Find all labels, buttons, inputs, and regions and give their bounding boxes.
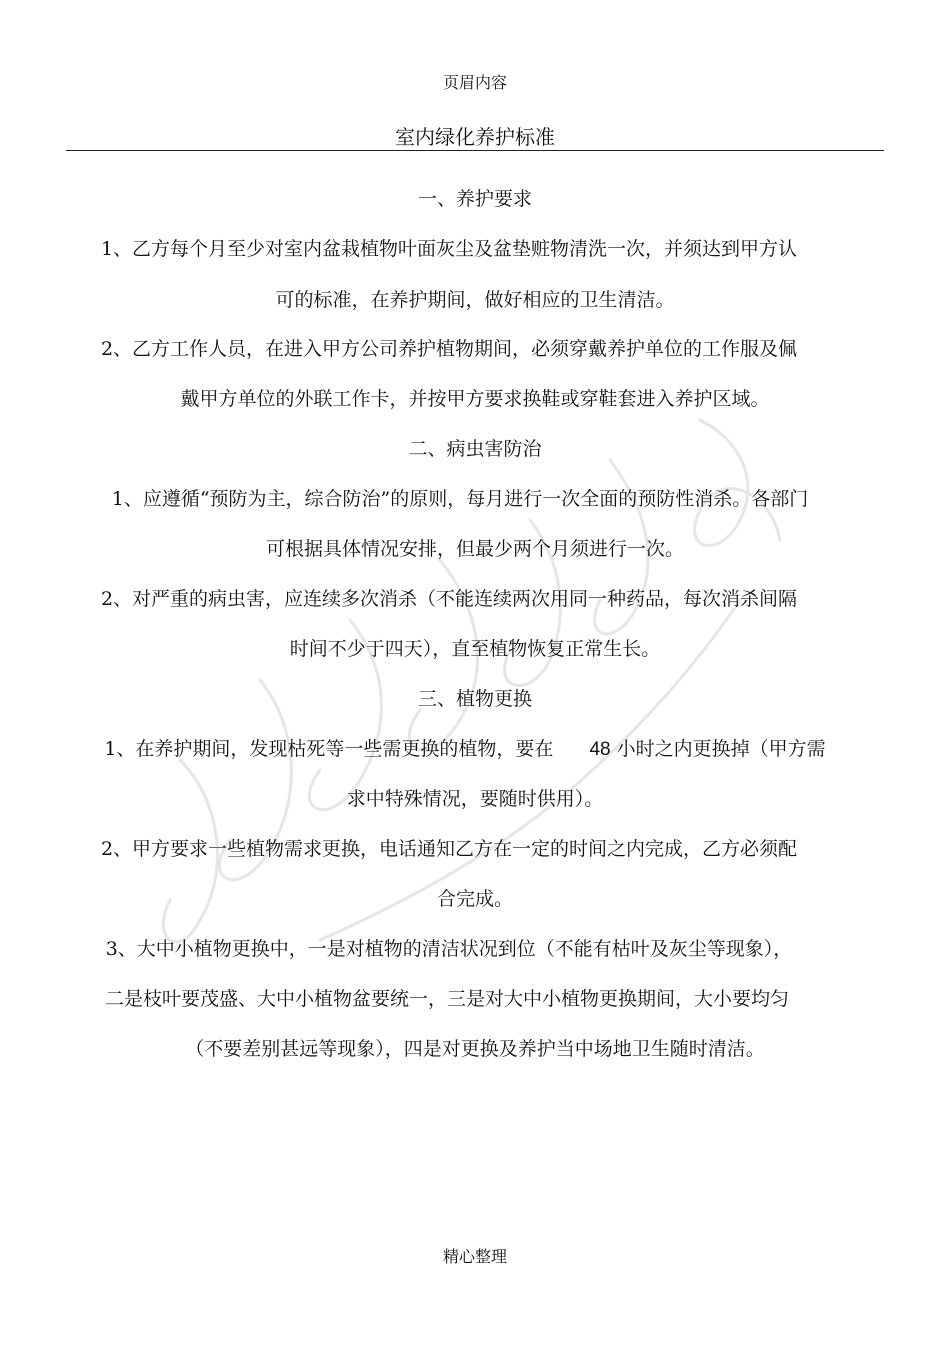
hours-number: 48 — [589, 739, 611, 760]
paragraph-text: 小时之内更换掉（甲方需 — [616, 738, 826, 760]
paragraph-line: 合完成。 — [436, 888, 513, 910]
paragraph-line: 戴甲方单位的外联工作卡，并按甲方要求换鞋或穿鞋套进入养护区域。 — [180, 388, 770, 410]
paragraph-line: 2、甲方要求一些植物需求更换，电话通知乙方在一定的时间之内完成，乙方必须配 — [100, 838, 798, 860]
section-heading: 一、养护要求 — [417, 188, 532, 210]
paragraph-line: 可的标准，在养护期间，做好相应的卫生清洁。 — [275, 289, 675, 311]
paragraph-line: 1、应遵循“预防为主，综合防治”的原则，每月进行一次全面的预防性消杀。各部门 — [111, 488, 809, 510]
document-title: 室内绿化养护标准 — [395, 125, 555, 149]
paragraph-line: 3、大中小植物更换中，一是对植物的清洁状况到位（不能有枯叶及灰尘等现象）， — [105, 938, 793, 960]
header-divider — [66, 150, 884, 151]
paragraph-line: 2、对严重的病虫害，应连续多次消杀（不能连续两次用同一种药品，每次消杀间隔 — [100, 588, 798, 610]
section-heading: 二、病虫害防治 — [408, 438, 542, 460]
paragraph-line: 求中特殊情况，要随时供用）。 — [346, 788, 604, 810]
paragraph-line: 2、乙方工作人员，在进入甲方公司养护植物期间，必须穿戴养护单位的工作服及佩 — [100, 338, 798, 360]
section-heading: 三、植物更换 — [417, 688, 532, 710]
page-header: 页眉内容 — [442, 73, 507, 92]
paragraph-line — [0, 736, 940, 763]
paragraph-line: 可根据具体情况安排，但最少两个月须进行一次。 — [265, 538, 684, 560]
page-footer: 精心整理 — [442, 1247, 507, 1266]
paragraph-text: 1、在养护期间，发现枯死等一些需更换的植物，要在 — [104, 738, 554, 760]
paragraph-line: 二是枝叶要茂盛、大中小植物盆要统一，三是对大中小植物更换期间，大小要均匀 — [104, 988, 789, 1010]
paragraph-line: 时间不少于四天），直至植物恢复正常生长。 — [289, 638, 661, 660]
paragraph-line: 1、乙方每个月至少对室内盆栽植物叶面灰尘及盆垫赃物清洗一次，并须达到甲方认 — [100, 238, 798, 260]
paragraph-line: （不要差别甚远等现象），四是对更换及养护当中场地卫生随时清洁。 — [185, 1038, 765, 1060]
